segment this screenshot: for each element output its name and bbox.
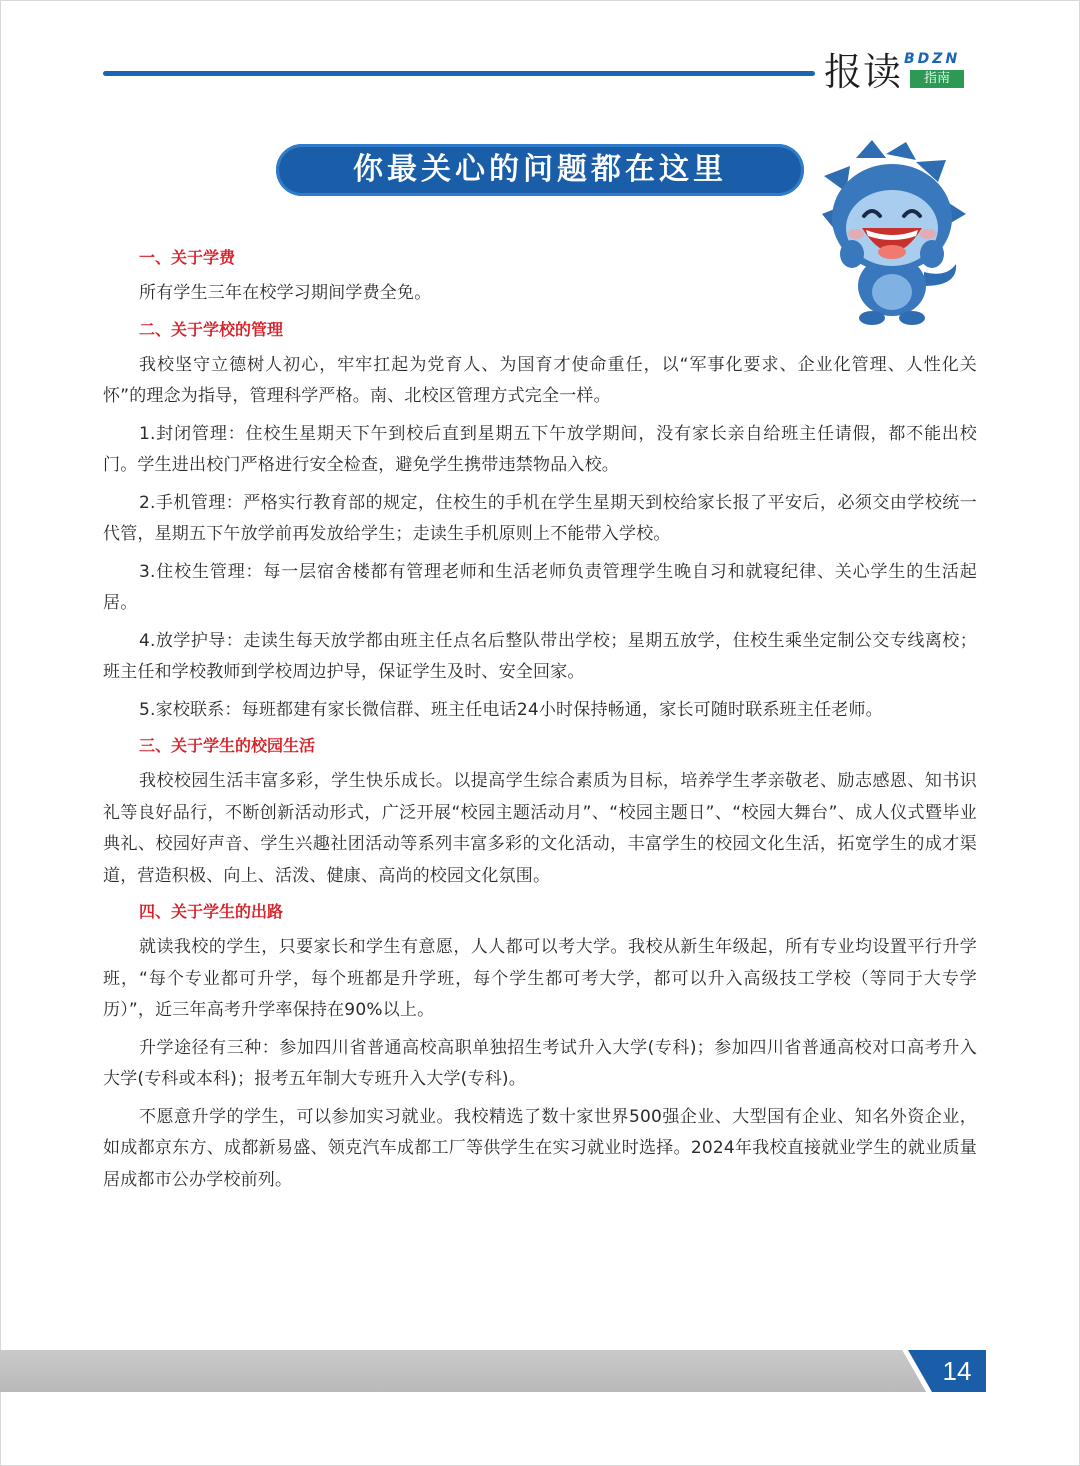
- page-number: 14: [942, 1356, 972, 1386]
- paragraph: 就读我校的学生，只要家长和学生有意愿，人人都可以考大学。我校从新生年级起，所有专业均设置平行升学班，“每个专业都可升学，每个班都是升学班，每个学生都可考大学，都可以升入高级技工学校（等同于大专学历）”，近三年高考升学率保持在90%以上。: [103, 937, 977, 1020]
- paragraph: 3.住校生管理：每一层宿舍楼都有管理老师和生活老师负责管理学生晚自习和就寝纪律、关心学生的生活起居。: [103, 561, 977, 613]
- header-rule: [103, 71, 815, 76]
- paragraph: 4.放学护导：走读生每天放学都由班主任点名后整队带出学校；星期五放学，住校生乘坐定制公交专线离校；班主任和学校教师到学校周边护导，保证学生及时、安全回家。: [103, 630, 977, 682]
- paragraph: 升学途径有三种：参加四川省普通高校高职单独招生考试升入大学(专科)；参加四川省普通高校对口高考升入大学(专科或本科)；报考五年制大专班升入大学(专科)。: [103, 1037, 977, 1089]
- section-heading-future-paths: 四、关于学生的出路: [139, 902, 284, 921]
- paragraph: 我校校园生活丰富多彩，学生快乐成长。以提高学生综合素质为目标，培养学生孝亲敬老、励志感恩、知书识礼等良好品行，不断创新活动形式，广泛开展“校园主题活动月”、“校园主题日”、“校园大舞台”、成人仪式暨毕业典礼、校园好声音、学生兴趣社团活动等系列丰富多彩的文化活动，丰富学生的校园文化生活，拓宽学生的成才渠道，营造积极、向上、活泼、健康、高尚的校园文化氛围。: [103, 771, 977, 886]
- section-heading-campus-life: 三、关于学生的校园生活: [139, 736, 316, 755]
- section-heading-tuition: 一、关于学费: [139, 248, 236, 267]
- section-heading-management: 二、关于学校的管理: [139, 319, 284, 339]
- paragraph: 我校坚守立德树人初心，牢牢扛起为党育人、为国育才使命重任，以“军事化要求、企业化管理、人性化关怀”的理念为指导，管理科学严格。南、北校区管理方式完全一样。: [103, 354, 977, 406]
- paragraph: 所有学生三年在校学习期间学费全免。: [139, 283, 432, 303]
- title-banner: [276, 144, 804, 196]
- paragraph: 2.手机管理：严格实行教育部的规定，住校生的手机在学生星期天到校给家长报了平安后，必须交由学校统一代管，星期五下午放学前再发放给学生；走读生手机原则上不能带入学校。: [103, 492, 977, 544]
- paragraph: 不愿意升学的学生，可以参加实习就业。我校精选了数十家世界500强企业、大型国有企业、知名外资企业，如成都京东方、成都新易盛、领克汽车成都工厂等供学生在实习就业时选择。2024年我校直接就业学生的就业质量居成都市公办学校前列。: [103, 1106, 977, 1190]
- paragraph: 5.家校联系：每班都建有家长微信群、班主任电话24小时保持畅通，家长可随时联系班主任老师。: [139, 699, 883, 720]
- article-body: [103, 244, 977, 1202]
- footer-band: [0, 1350, 930, 1392]
- brand-main-text: 报读: [824, 50, 903, 94]
- page-title: 你最关心的问题都在这里: [353, 152, 727, 187]
- brand-sub-text: 指南: [910, 70, 964, 88]
- paragraph: 1.封闭管理：住校生星期天下午到校后直到星期五下午放学期间，没有家长亲自给班主任请假，都不能出校门。学生进出校门严格进行安全检查，避免学生携带违禁物品入校。: [103, 423, 977, 475]
- brand-logo: [824, 50, 984, 94]
- brand-english-text: BDZN: [904, 51, 961, 67]
